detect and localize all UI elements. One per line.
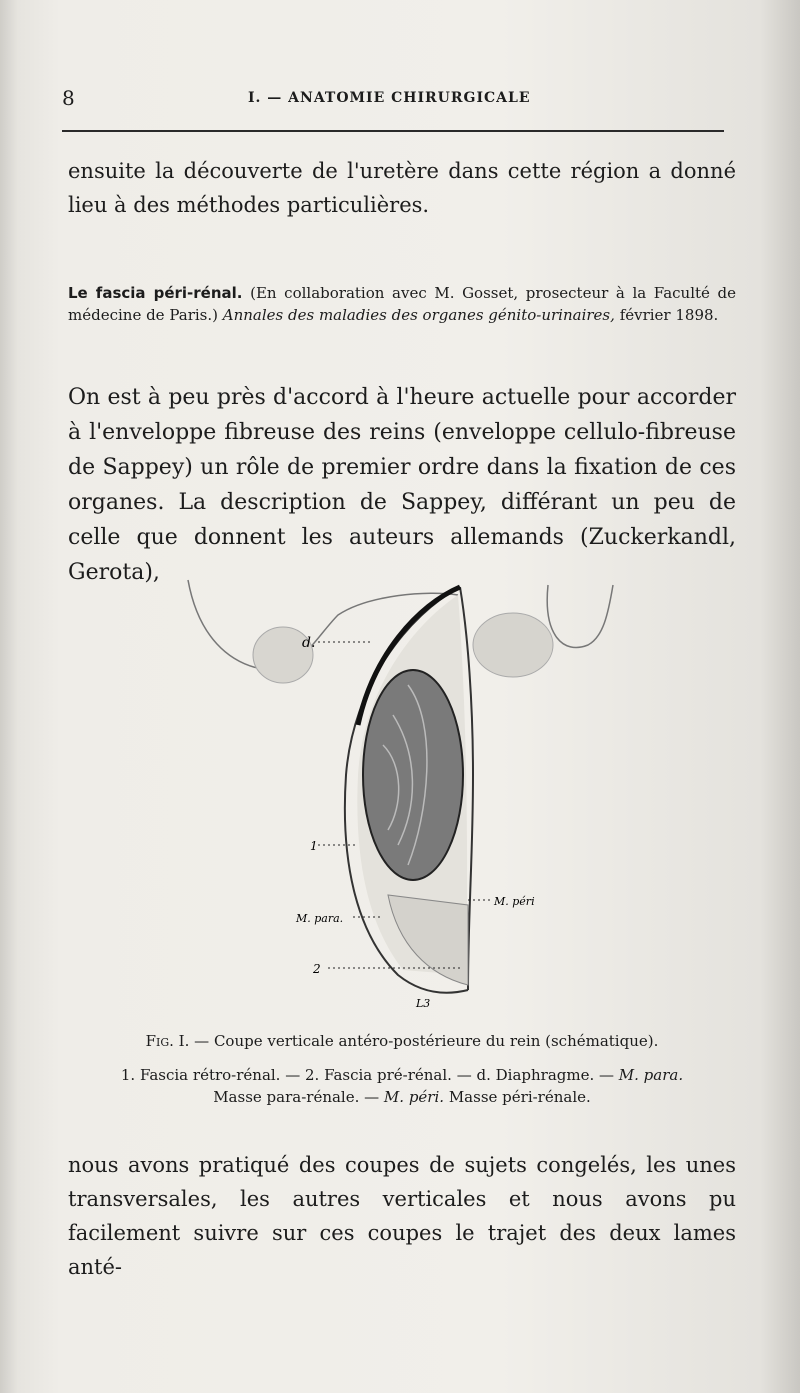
contour-right — [547, 585, 613, 648]
caption-fig-number: Fig. I. — — [145, 1032, 210, 1050]
caption-text: Coupe verticale antéro-postérieure du rein (schématique). — [213, 1032, 659, 1050]
paragraph-2: On est à peu près d'accord à l'heure actuelle pour accorder à l'enveloppe fibreuse des reins (enveloppe cellulo-fibreuse de Sappey) un rôle de premier ordre dans la fixation de ces organes. La description de Sappey, différant un peu de celle que donnent les auteurs allemands (Zuckerkandl, Gerota), — [68, 385, 736, 585]
reference-date: février 1898. — [619, 306, 719, 324]
reference-collaboration: (En collaboration avec M. Gosset, prosecteur à la Faculté de médecine de Paris.) — [68, 284, 736, 324]
kidney-section-figure — [168, 575, 628, 1015]
legend-line-1 — [68, 1064, 736, 1086]
label-l3: L3 — [416, 997, 431, 1010]
legend-m-peri: M. péri. — [383, 1088, 445, 1106]
reference-title: Le fascia péri-rénal. — [68, 284, 243, 302]
figure-legend — [68, 1064, 736, 1108]
bibliographic-reference — [68, 282, 736, 326]
label-m-para: M. para. — [296, 912, 344, 925]
paragraph-3: nous avons pratiqué des coupes de sujets congelés, les unes transversales, les autres verticales et nous avons pu facilement suivre sur ces coupes le trajet des deux lames anté- — [68, 1153, 736, 1279]
label-2: 2 — [313, 962, 321, 976]
label-m-peri: M. péri — [494, 895, 535, 908]
label-d: d. — [302, 635, 316, 651]
right-organ — [473, 613, 553, 677]
reference-journal: Annales des maladies des organes génito-urinaires, — [222, 306, 615, 324]
legend-m-para: M. para. — [618, 1066, 684, 1084]
running-header — [62, 86, 742, 116]
legend-line-1-text: 1. Fascia rétro-rénal. — 2. Fascia pré-rénal. — d. Diaphragme. — — [120, 1066, 614, 1084]
running-title: I. — ANATOMIE CHIRURGICALE — [248, 90, 531, 106]
legend-line-2 — [68, 1086, 736, 1108]
page-number: 8 — [62, 86, 75, 110]
figure-drawing — [168, 575, 628, 1015]
legend-line-2-end: Masse péri-rénale. — [448, 1088, 591, 1106]
header-rule — [62, 130, 724, 132]
legend-line-2-text: Masse para-rénale. — — [213, 1088, 380, 1106]
figure-caption — [68, 1030, 736, 1052]
paragraph-1: ensuite la découverte de l'uretère dans cette région a donné lieu à des méthodes particulières. — [68, 159, 736, 217]
label-1: 1 — [310, 839, 318, 853]
kidney — [363, 670, 463, 880]
